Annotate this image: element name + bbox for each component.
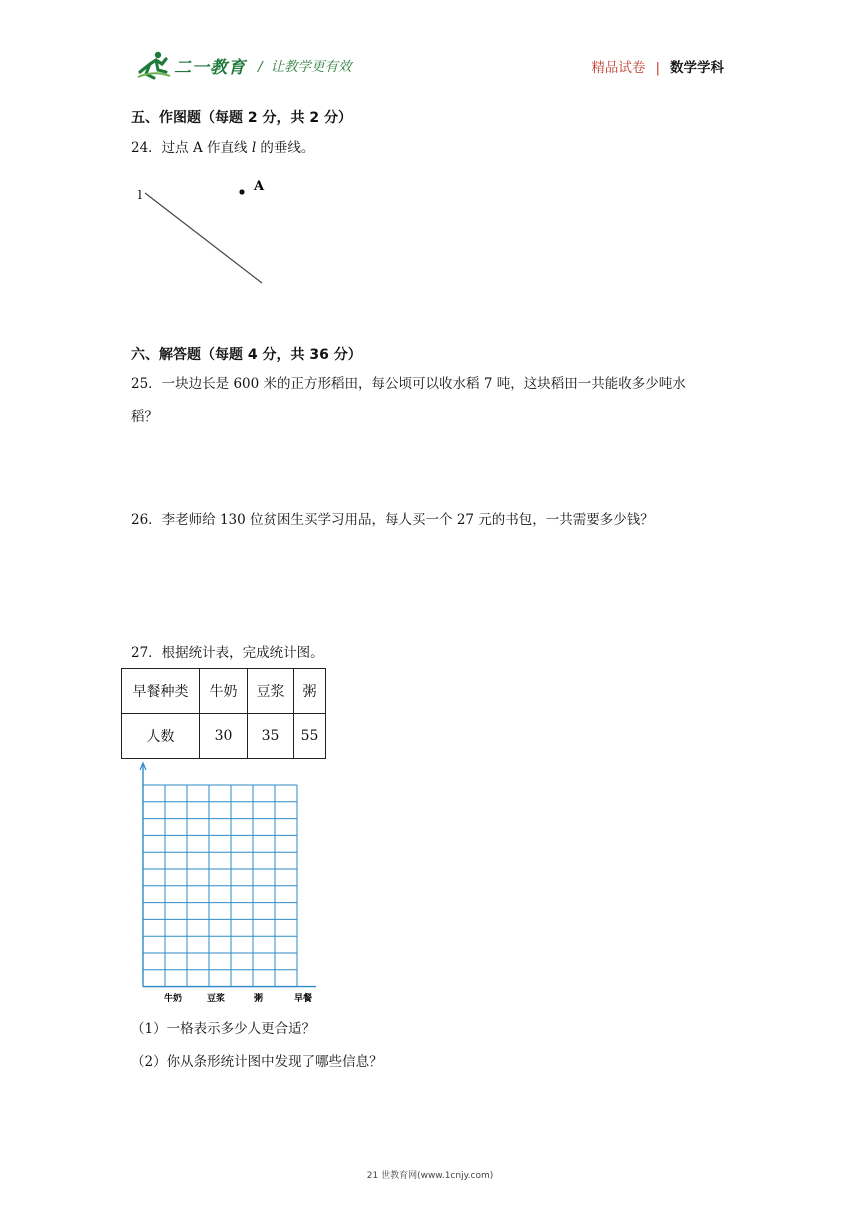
table-cell: 豆浆: [248, 669, 294, 714]
x-label-milk: 牛奶: [164, 994, 183, 1004]
question-26: 26．李老师给 130 位贫困生买学习用品，每人买一个 27 元的书包，一共需要多少钱？: [131, 512, 654, 528]
runner-logo-icon: [136, 50, 172, 80]
table-cell: 牛奶: [200, 669, 248, 714]
table-cell: 早餐种类: [122, 669, 200, 714]
question-25-line2: 稻？: [131, 409, 158, 425]
header-slogan: / 让教学更有效: [258, 59, 352, 75]
x-label-breakfast: 早餐: [294, 994, 313, 1004]
table-row: [122, 669, 326, 714]
table-row: [122, 714, 326, 759]
table-cell: 人数: [122, 714, 200, 759]
header-right: [591, 56, 724, 76]
slogan-text: 让教学更有效: [270, 59, 352, 75]
grid-lines: [140, 763, 316, 987]
q24-suffix: 的垂线。: [256, 140, 315, 156]
line-l: [145, 193, 262, 283]
q24-line-letter: l: [251, 140, 257, 156]
sub-question-2: （2）你从条形统计图中发现了哪些信息？: [131, 1054, 383, 1070]
point-a: [239, 189, 244, 194]
q24-prefix: 24．过点 A 作直线: [131, 140, 252, 156]
label-a: A: [254, 179, 265, 194]
header-separator: |: [655, 60, 660, 76]
section5-title: 五、作图题（每题 2 分，共 2 分）: [131, 110, 352, 126]
label-l: l: [138, 188, 142, 202]
x-label-porridge: 粥: [254, 994, 264, 1004]
x-label-soymilk: 豆浆: [207, 994, 226, 1004]
header-subject-label: 数学学科: [670, 60, 724, 76]
blank-chart-grid: [130, 760, 330, 1010]
table-cell: 55: [294, 714, 326, 759]
question-27: 27．根据统计表，完成统计图。: [131, 645, 324, 661]
question-25-line1: 25．一块边长是 600 米的正方形稻田，每公顷可以收水稻 7 吨，这块稻田一共能收多少吨水: [131, 376, 686, 392]
page-footer: 21 世教育网(www.1cnjy.com): [366, 1171, 494, 1181]
table-cell: 35: [248, 714, 294, 759]
breakfast-table: [121, 668, 326, 759]
table-cell: 30: [200, 714, 248, 759]
table-cell: 粥: [294, 669, 326, 714]
q24-figure: [130, 175, 280, 295]
question-24: [131, 136, 314, 156]
brand-logo: [136, 50, 254, 80]
header-premium-label: 精品试卷: [591, 60, 646, 76]
logo-text: 二一教育: [174, 58, 246, 78]
section6-title: 六、解答题（每题 4 分，共 36 分）: [131, 347, 362, 363]
sub-question-1: （1）一格表示多少人更合适？: [131, 1021, 316, 1037]
